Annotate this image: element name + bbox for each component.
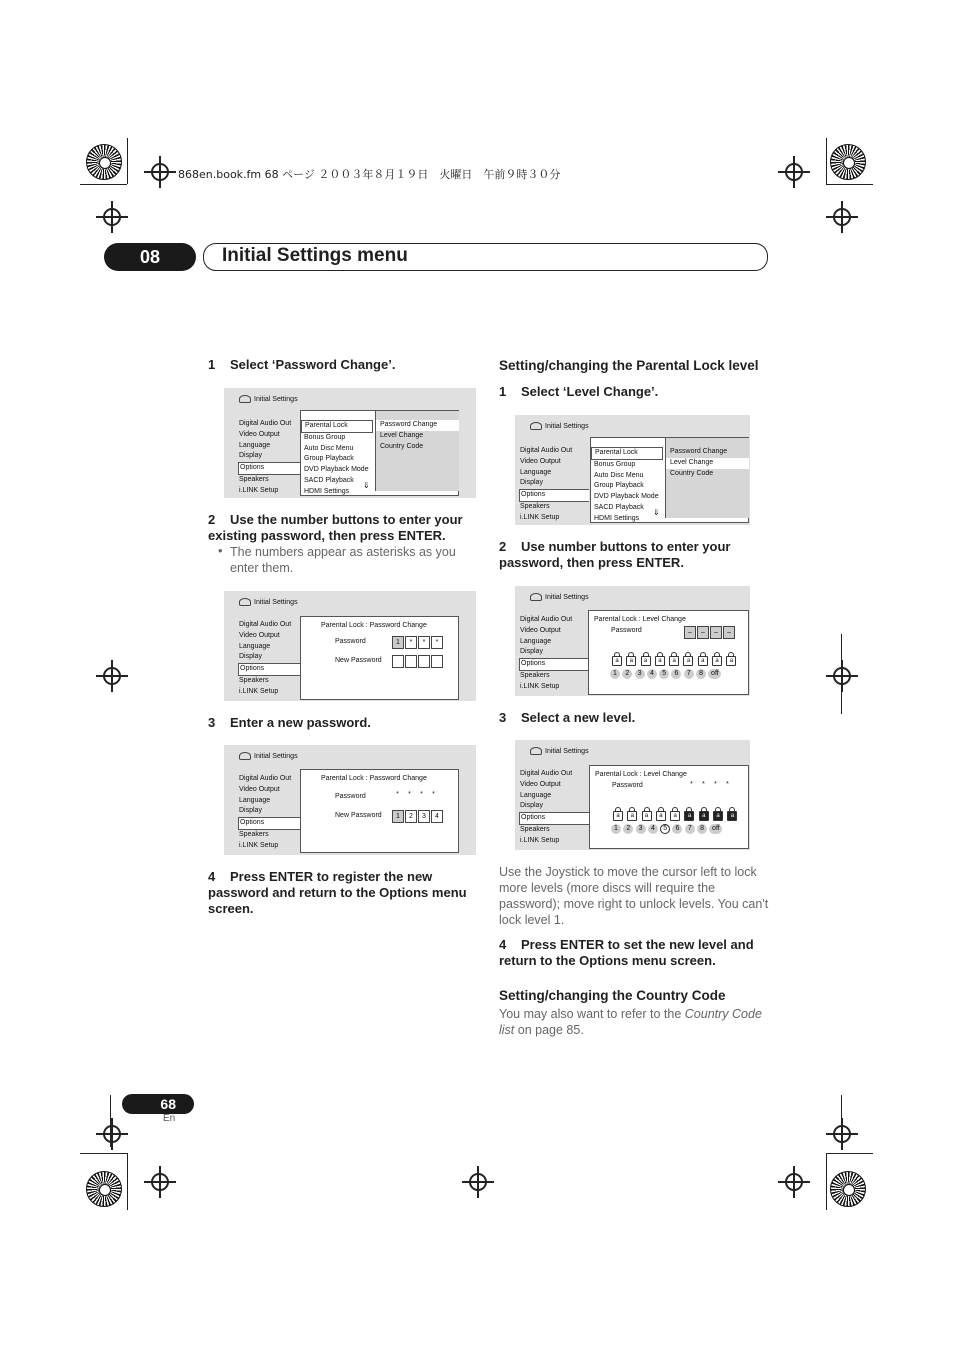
- step-4-left: 4 Press ENTER to register the new password and return to the Options menu screen.: [208, 869, 467, 916]
- chapter-number: 08: [104, 243, 196, 271]
- step-1-right: 1 Select ‘Level Change’.: [499, 384, 659, 399]
- crosshair-icon: [103, 208, 121, 226]
- scroll-down-icon: ⇓: [653, 508, 660, 517]
- crosshair-icon: [151, 1173, 169, 1191]
- screen-password-change-select: Initial Settings Digital Audio Out Video Output Language Display Options Speakers i.LINK Setup Parental Lock Bonus Group Auto Disc Menu Group Playback DVD Playback Mode SACD Playback HDMI Settings ⇓ Password Change Level Change Country Code: [224, 388, 476, 498]
- registration-sunburst-icon: [86, 144, 122, 180]
- screen-select-level: Initial Settings Digital Audio Out Video Output Language Display Options Speakers i.LINK Setup Parental Lock : Level Change Password * * * * a a a a a a a a a 1 2 3 4 5 6 7 8 off: [515, 740, 750, 850]
- level-lock-icons: a a a a a a a a a: [613, 811, 742, 821]
- screen-level-change-select: Initial Settings Digital Audio Out Video Output Language Display Options Speakers i.LINK Setup Parental Lock Bonus Group Auto Disc Menu Group Playback DVD Playback Mode SACD Playback HDMI Settings ⇓ Password Change Level Change Country Code: [515, 415, 750, 525]
- crosshair-icon: [833, 208, 851, 226]
- step-4-right: 4 Press ENTER to set the new level and return to the Options menu screen.: [499, 937, 754, 968]
- screen-enter-password: Initial Settings Digital Audio Out Video Output Language Display Options Speakers i.LINK Setup Parental Lock : Password Change Password 1 * * * New Password: [224, 591, 476, 701]
- step-2-note: The numbers appear as asterisks as you enter them.: [230, 545, 456, 575]
- level-note: Use the Joystick to move the cursor left to lock more levels (more discs will require the password); move right to unlock levels. You can't lock level 1.: [499, 865, 769, 927]
- level-scale: 1 2 3 4 5 6 7 8 off: [610, 669, 724, 679]
- page-number: 68: [122, 1094, 194, 1114]
- settings-menu: Digital Audio Out Video Output Language Display Options Speakers i.LINK Setup: [238, 419, 308, 497]
- crosshair-icon: [103, 667, 121, 685]
- screen-title: Initial Settings: [239, 395, 298, 403]
- crosshair-icon: [103, 1125, 121, 1143]
- step-2-left: 2 Use the number buttons to enter your existing password, then press ENTER.: [208, 512, 463, 543]
- heading-parental-lock-level: Setting/changing the Parental Lock level: [499, 358, 759, 373]
- step-1-left: 1 Select ‘Password Change’.: [208, 357, 396, 372]
- step-2-right: 2 Use number buttons to enter your password, then press ENTER.: [499, 539, 731, 570]
- crosshair-icon: [785, 1173, 803, 1191]
- level-scale: 1 2 3 4 5 6 7 8 off: [611, 824, 725, 834]
- crosshair-icon: [469, 1173, 487, 1191]
- crosshair-icon: [151, 163, 169, 181]
- screen-level-password: Initial Settings Digital Audio Out Video Output Language Display Options Speakers i.LINK Setup Parental Lock : Level Change Password – – – – a a a a a a a a a 1 2 3 4 5 6 7 8 off: [515, 586, 750, 696]
- heading-country-code: Setting/changing the Country Code: [499, 988, 726, 1003]
- screen-new-password: Initial Settings Digital Audio Out Video Output Language Display Options Speakers i.LINK Setup Parental Lock : Password Change Password * * * * New Password 1 2 3 4: [224, 745, 476, 855]
- scroll-down-icon: ⇓: [363, 481, 370, 490]
- crosshair-icon: [833, 1125, 851, 1143]
- level-lock-icons: a a a a a a a a a: [612, 656, 741, 666]
- country-code-note: You may also want to refer to the Country Code list on page 85.: [499, 1007, 762, 1037]
- chapter-title: Initial Settings menu: [222, 245, 408, 266]
- step-3-left: 3 Enter a new password.: [208, 715, 371, 730]
- crosshair-icon: [833, 667, 851, 685]
- print-header: 868en.book.fm 68 ページ ２００３年８月１９日 火曜日 午前９時３０分: [178, 168, 561, 181]
- crosshair-icon: [785, 163, 803, 181]
- step-3-right: 3 Select a new level.: [499, 710, 636, 725]
- registration-sunburst-icon: [830, 144, 866, 180]
- page-language: En: [163, 1113, 176, 1124]
- registration-sunburst-icon: [86, 1171, 122, 1207]
- registration-sunburst-icon: [830, 1171, 866, 1207]
